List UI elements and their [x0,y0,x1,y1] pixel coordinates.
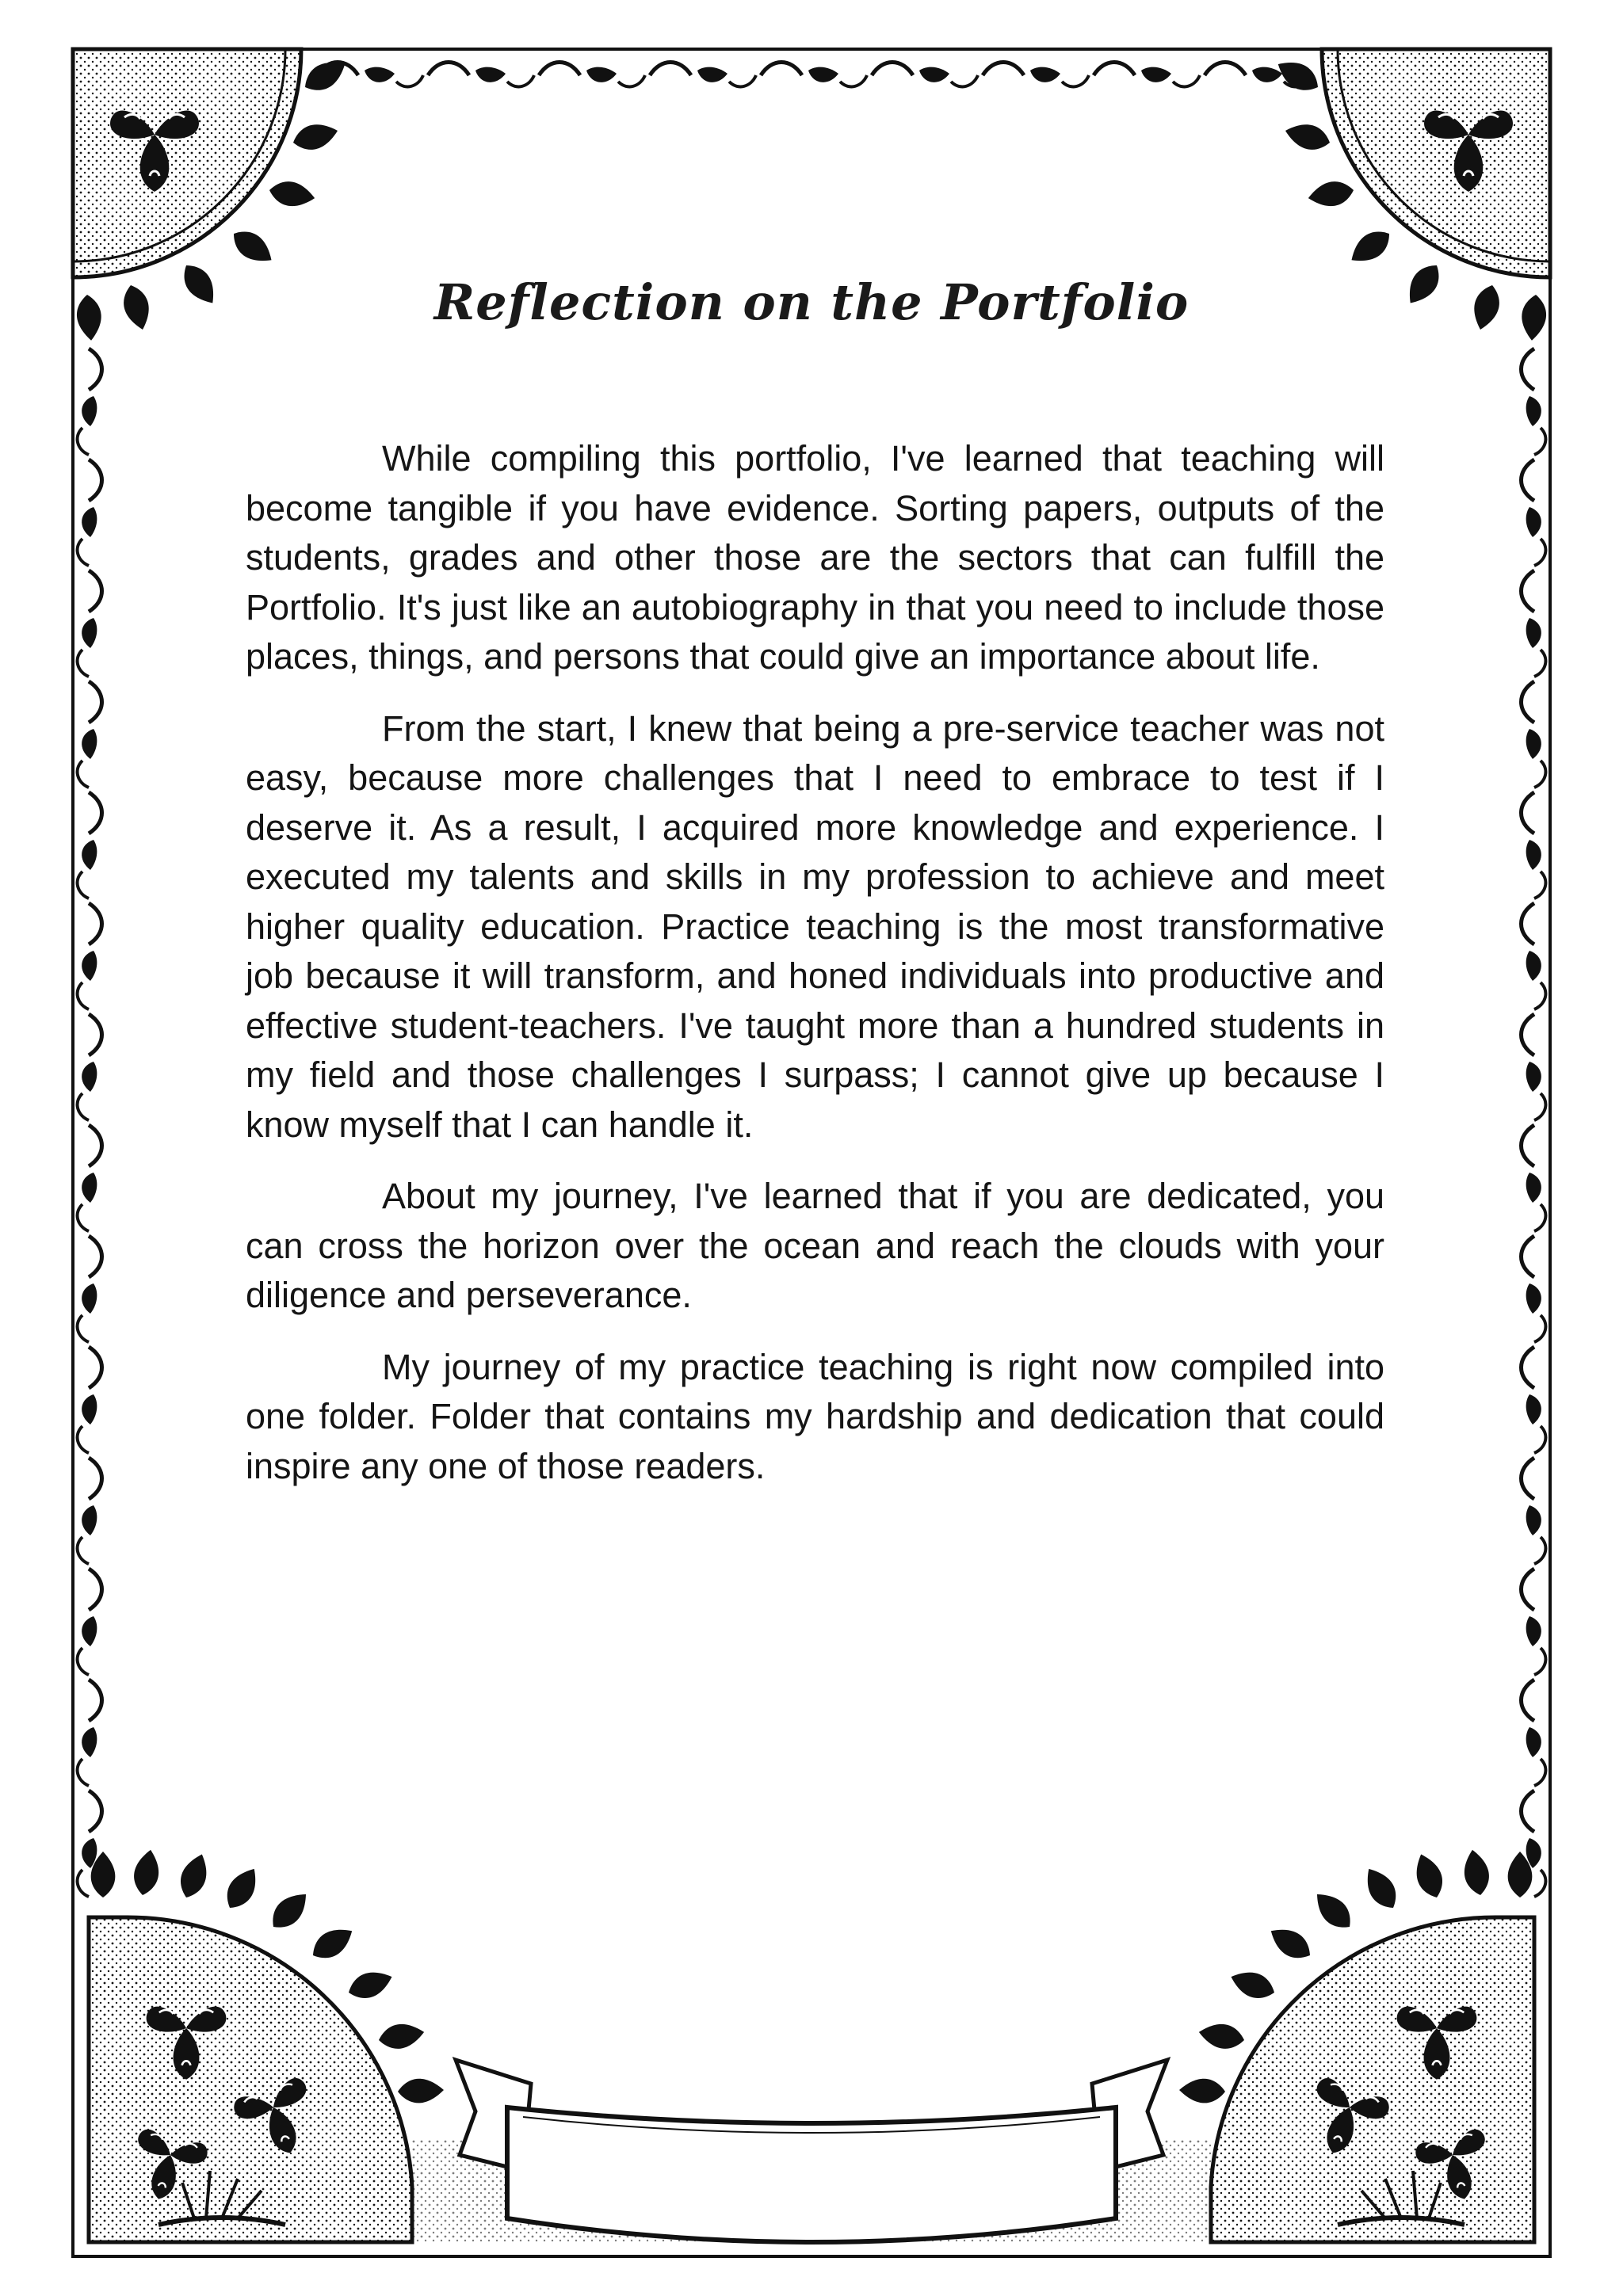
page-title: Reflection on the Portfolio [433,273,1190,331]
corner-bottom-left [89,1848,444,2242]
paragraph-3: About my journey, I've learned that if you are dedicated, you can cross the horizon over the ocean and reach the clouds with your diligence and perseverance. [246,1176,1384,1315]
body-text [246,434,1384,1513]
ribbon-banner-icon [456,2060,1167,2242]
paragraph-1: While compiling this portfolio, I've learned that teaching will become tangible if you have evidence. Sorting papers, outputs of the students, grades and other those are the sectors that can fulfill the Portfolio. It's just like an autobiography in that you need to include those places, things, and persons that could give an importance about life. [246,438,1384,677]
top-vine-strip [317,63,1311,87]
paragraph-2: From the start, I knew that being a pre-service teacher was not easy, because more challenges that I need to embrace to test if I deserve it. As a result, I acquired more knowledge and experience. I executed my talents and skills in my profession to achieve and meet higher quality education. Practice teaching is the most transformative job because it will transform, and honed individuals into productive and effective student-teachers. I've taught more than a hundred students in my field and those challenges I surpass; I cannot give up because I know myself that I can handle it. [246,707,1384,1145]
left-vine-strip [78,349,102,1897]
paragraph-4: My journey of my practice teaching is right now compiled into one folder. Folder that contains my hardship and dedication that could inspire any one of those readers. [246,1346,1384,1486]
corner-bottom-right [1179,1848,1534,2242]
right-vine-strip [1522,349,1546,1897]
